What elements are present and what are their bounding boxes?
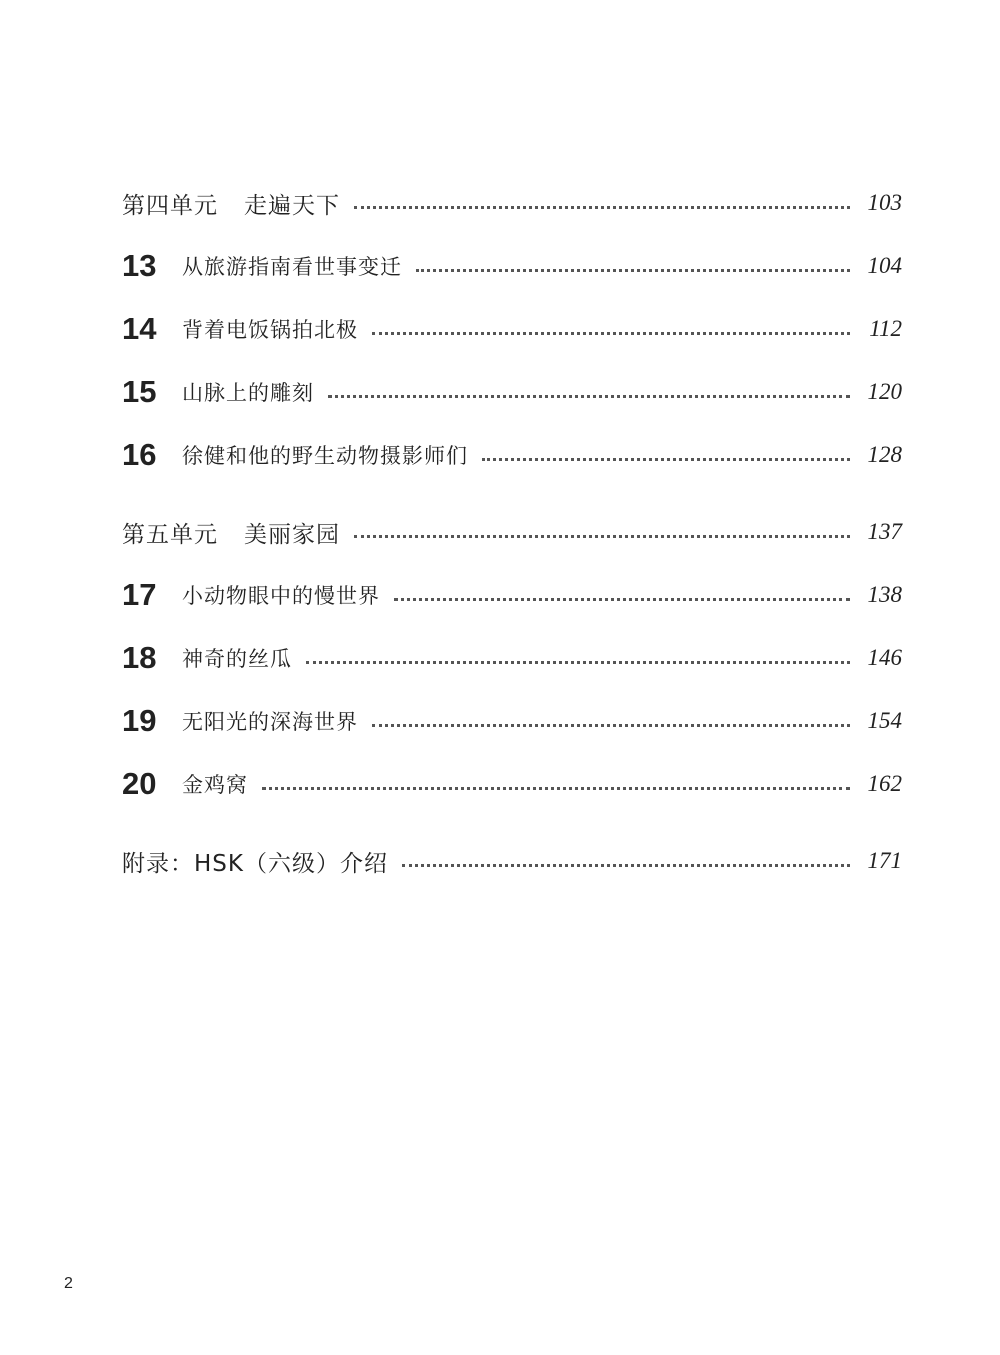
table-of-contents (122, 0, 902, 900)
toc-entry-lesson-17[interactable] (122, 573, 902, 617)
lesson-title: 山脉上的雕刻 (182, 381, 314, 405)
page-number: 128 (867, 442, 902, 467)
toc-entry-appendix[interactable] (122, 839, 902, 883)
dot-leader (306, 661, 850, 664)
folio-page-number: 2 (64, 1275, 73, 1292)
toc-entry-lesson-19[interactable] (122, 699, 902, 743)
page-number: 138 (867, 582, 902, 607)
dot-leader (354, 206, 850, 209)
toc-entry-lesson-14[interactable] (122, 307, 902, 351)
toc-entry-unit-4[interactable] (122, 181, 902, 225)
page-number: 154 (867, 708, 902, 733)
toc-entry-lesson-16[interactable] (122, 433, 902, 477)
lesson-number: 15 (122, 374, 157, 409)
page-number: 103 (867, 190, 902, 215)
lesson-number: 18 (122, 640, 157, 675)
toc-entry-unit-5[interactable] (122, 510, 902, 554)
page-number: 104 (867, 253, 902, 278)
toc-entry-lesson-18[interactable] (122, 636, 902, 680)
dot-leader (416, 269, 850, 272)
unit-title: 美丽家园 (244, 521, 340, 548)
dot-leader (372, 332, 850, 335)
unit-label: 第五单元 (122, 521, 218, 548)
lesson-title: 从旅游指南看世事变迁 (182, 255, 402, 279)
lesson-number: 16 (122, 437, 157, 472)
page-number: 120 (867, 379, 902, 404)
lesson-title: 小动物眼中的慢世界 (182, 584, 380, 608)
lesson-number: 17 (122, 577, 157, 612)
lesson-title: 无阳光的深海世界 (182, 710, 358, 734)
toc-entry-lesson-15[interactable] (122, 370, 902, 414)
lesson-number: 20 (122, 766, 157, 801)
dot-leader (354, 535, 850, 538)
dot-leader (402, 864, 850, 867)
unit-title: 走遍天下 (244, 192, 340, 219)
toc-entry-lesson-20[interactable] (122, 762, 902, 806)
dot-leader (262, 787, 850, 790)
page-number: 146 (867, 645, 902, 670)
lesson-number: 19 (122, 703, 157, 738)
appendix-label: 附录：HSK（六级）介绍 (122, 850, 388, 877)
page-number: 162 (867, 771, 902, 796)
lesson-title: 徐健和他的野生动物摄影师们 (182, 444, 468, 468)
dot-leader (482, 458, 850, 461)
lesson-number: 14 (122, 311, 157, 346)
lesson-title: 神奇的丝瓜 (182, 647, 292, 671)
page-number: 137 (867, 519, 902, 544)
dot-leader (372, 724, 850, 727)
lesson-title: 金鸡窝 (182, 773, 248, 797)
page-number: 112 (869, 316, 902, 341)
toc-entry-lesson-13[interactable] (122, 244, 902, 288)
lesson-title: 背着电饭锅拍北极 (182, 318, 358, 342)
unit-label: 第四单元 (122, 192, 218, 219)
dot-leader (328, 395, 850, 398)
dot-leader (394, 598, 850, 601)
lesson-number: 13 (122, 248, 157, 283)
page-number: 171 (867, 848, 902, 873)
